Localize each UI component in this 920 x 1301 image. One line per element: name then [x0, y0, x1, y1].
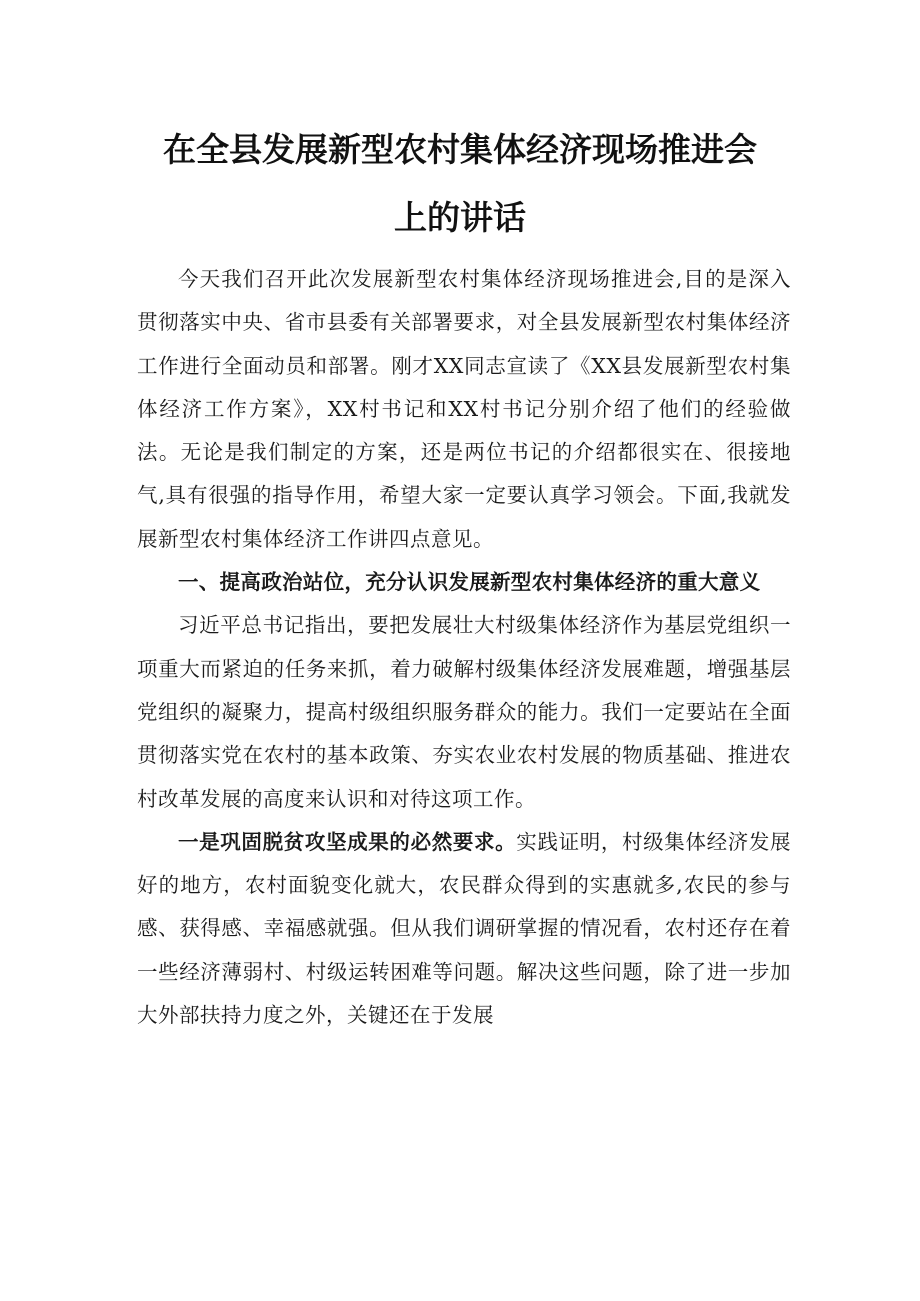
document-title-line-1: 在全县发展新型农村集体经济现场推进会 [163, 130, 757, 169]
point-1-paragraph [137, 821, 791, 1037]
point-1-text: 实践证明，村级集体经济发展好的地方，农村面貌变化就大，农民群众得到的实惠就多,农民的参与感、获得感、幸福感就强。但从我们调研掌握的情况看，农村还存在着一些经济薄弱村、村级运转困难等问题。解决这些问题，除了进一步加大外部扶持力度之外，关键还在于发展 [137, 829, 792, 1028]
point-1-lead: 一是巩固脱贫攻坚成果的必然要求。 [178, 829, 517, 854]
document-title-line-2: 上的讲话 [394, 198, 526, 237]
section-heading-1: 一、提高政治站位，充分认识发展新型农村集体经济的重大意义 [178, 570, 761, 595]
document-body [137, 258, 791, 1037]
intro-paragraph: 今天我们召开此次发展新型农村集体经济现场推进会,目的是深入贯彻落实中央、省市县委有关部署要求，对全县发展新型农村集体经济工作进行全面动员和部署。刚才XX同志宣读了《XX县发展新型农村集体经济工作方案》，XX村书记和XX村书记分别介绍了他们的经验做法。无论是我们制定的方案，还是两位书记的介绍都很实在、很接地气,具有很强的指导作用，希望大家一定要认真学习领会。下面,我就发展新型农村集体经济工作讲四点意见。 [137, 267, 791, 551]
section-1-paragraph: 习近平总书记指出，要把发展壮大村级集体经济作为基层党组织一项重大而紧迫的任务来抓，着力破解村级集体经济发展难题，增强基层党组织的凝聚力，提高村级组织服务群众的能力。我们一定要站在全面贯彻落实党在农村的基本政策、夯实农业农村发展的物质基础、推进农村改革发展的高度来认识和对待这项工作。 [137, 613, 791, 811]
